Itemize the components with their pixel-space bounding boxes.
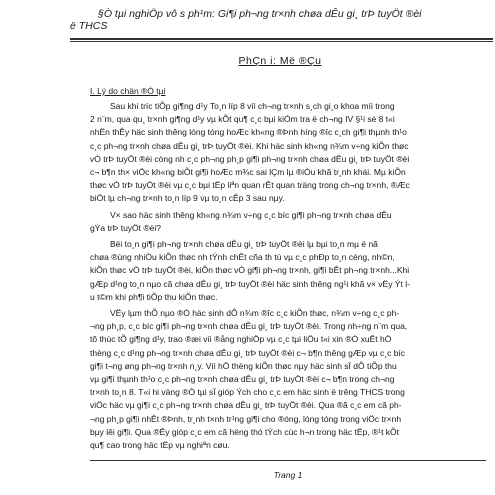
footer-rule <box>90 460 486 461</box>
paragraph-line: kiÕn thøc vÒ trÞ tuyÖt ®èi, kiÕn thøc vÒ gi¶i ph¬ng tr×nh, gi¶i bÊt ph¬ng tr×nh...Khi <box>90 265 410 276</box>
paragraph-line: thèng c¸c d¹ng ph¬ng tr×nh chøa dÊu gi¸ trÞ tuyÖt ®èi c¬ b¶n thêng gÆp vµ c¸c bíc <box>90 347 406 358</box>
paragraph-line: c¸c ph¬ng tr×nh chøa dÊu gi¸ trÞ tuyÖt ®èi. Khi häc sinh kh«ng n¾m v÷ng kiÕn thøc <box>90 140 409 151</box>
paragraph <box>90 307 486 452</box>
paragraph-line: thøc vÒ trÞ tuyÖt ®èi vµ c¸c bµi tËp liªn quan rÊt quan träng trong ch¬ng tr×nh, ®Æc <box>90 180 410 191</box>
paragraph <box>90 209 486 235</box>
paragraph-line: tr×nh to¸n 8. T«i hi väng ®Ò tµi sÏ gióp Ých cho c¸c em häc sinh ë trêng THCS trong <box>90 387 405 398</box>
part-title: PhÇn i: Më ®Çu <box>238 55 322 67</box>
paragraph-line: c¬ b¶n th× viÖc kh«ng biÕt gi¶i hoÆc m¾c sai lÇm lµ ®iÒu khã tr¸nh khái. Mµ kiÕn <box>90 167 406 178</box>
paragraph-line: nhËn thÊy häc sinh thêng lóng tóng hoÆc kh«ng ®Þnh híng ®îc c¸ch gi¶i thµnh th¹o <box>90 127 407 138</box>
paragraph-line: Sau khi tríc tiÕp gi¶ng d¹y To¸n líp 8 víi ch¬ng tr×nh s¸ch gi¸o khoa míi trong <box>110 101 395 111</box>
paragraph-line: vµ gi¶i thµnh th¹o c¸c ph¬ng tr×nh chøa dÊu gi¸ trÞ tuyÖt ®èi c¬ b¶n trong ch¬ng <box>90 374 395 385</box>
paragraph-line: gi¶i t¬ng øng ph¬ng tr×nh n¸y. Víi hÖ thèng kiÕn thøc nµy häc sinh sÏ dÔ tiÕp thu <box>90 360 397 371</box>
header-line-2: ë THCS <box>70 20 108 32</box>
paragraph-line: chøa ®ùng nhiÒu kiÕn thøc nh tÝnh chÊt cña th tù vµ c¸c phÐp to¸n céng, nh©n, <box>90 252 395 263</box>
paragraph-line: tõ thùc tÕ gi¶ng d¹y, trao ®æi víi ®ång nghiÖp vµ c¸c tµi liÖu t«i xin ®Ò xuÊt hÖ <box>90 334 392 345</box>
paragraph-line: Bëi to¸n gi¶i ph¬ng tr×nh chøa dÊu gi¸ trÞ tuyÖt ®èi lµ bµi to¸n mµ ë nã <box>110 239 378 250</box>
paragraph-line: ¬ng ph¸p, c¸c bíc gi¶i ph¬ng tr×nh chøa dÊu gi¸ trÞ tuyÖt ®èi. Trong nh÷ng n¨m qua, <box>90 321 408 332</box>
header-line-1: §Ò tµi nghiÖp vô s ph¹m: Gi¶i ph¬ng tr×nh chøa dÊu gi¸ trÞ tuyÖt ®èi <box>98 8 422 20</box>
paragraph <box>90 238 486 304</box>
paragraph-line: ¬ng ph¸p gi¶i nhÊt ®Þnh, tr¸nh t×nh tr¹ng gi¶i cho ®óng, lóng tóng trong viÖc tr×nh <box>90 413 402 424</box>
page-footer: Trang 1 <box>273 470 303 480</box>
paragraph-line: VËy lµm thÕ nµo ®Ó häc sinh dÔ n¾m ®îc c¸c kiÕn thøc, n¾m v÷ng c¸c ph- <box>110 308 400 319</box>
running-header <box>70 8 490 32</box>
paragraph-line: qu¶ cao trong häc tËp vµ nghiªn cøu. <box>90 440 230 451</box>
paragraph-line: bµy lêi gi¶i. Qua ®Êy gióp c¸c em cã hëng thó tÝch cùc h¬n trong häc tËp, ®¹t kÕt <box>90 426 400 437</box>
paragraph-line: 2 n¨m, qua qu¸ tr×nh gi¶ng d¹y vµ kÕt qu¶ c¸c bµi kiÓm tra ë ch¬ng IV §¹i sè 8 t«i <box>90 114 395 125</box>
header-rule-thick <box>70 38 493 40</box>
paragraph-line: vÒ trÞ tuyÖt ®èi còng nh c¸c ph¬ng ph¸p gi¶i ph¬ng tr×nh chøa dÊu gi¸ trÞ tuyÖt ®èi <box>90 153 410 164</box>
section-title: I. Lý do chän ®Ò tµi <box>90 86 166 96</box>
paragraph-line: gÆp d¹ng to¸n nµo cã chøa dÊu gi¸ trÞ tuyÖt ®èi häc sinh thêng ng¹i khã v× vËy Ýt l- <box>90 278 410 289</box>
paragraph-line: biÖt lµ ch¬ng tr×nh to¸n líp 9 vµ to¸n cÊp 3 sau nµy. <box>90 193 285 204</box>
paragraph-line: u t©m khi ph¶i tiÕp thu kiÕn thøc. <box>90 291 218 302</box>
paragraph-line: viÖc häc vµ gi¶i c¸c ph¬ng tr×nh chøa dÊu gi¸ trÞ tuyÖt ®èi. Qua ®ã c¸c em cã ph- <box>90 400 402 411</box>
header-rule-thin <box>70 41 493 42</box>
paragraph-line: gÝa trÞ tuyÖt ®èi? <box>90 222 161 233</box>
body-text <box>90 100 486 455</box>
paragraph-line: V× sao häc sinh thêng kh«ng n¾m v÷ng c¸c bíc gi¶i ph¬ng tr×nh chøa dÊu <box>110 209 392 220</box>
paragraph <box>90 100 486 206</box>
